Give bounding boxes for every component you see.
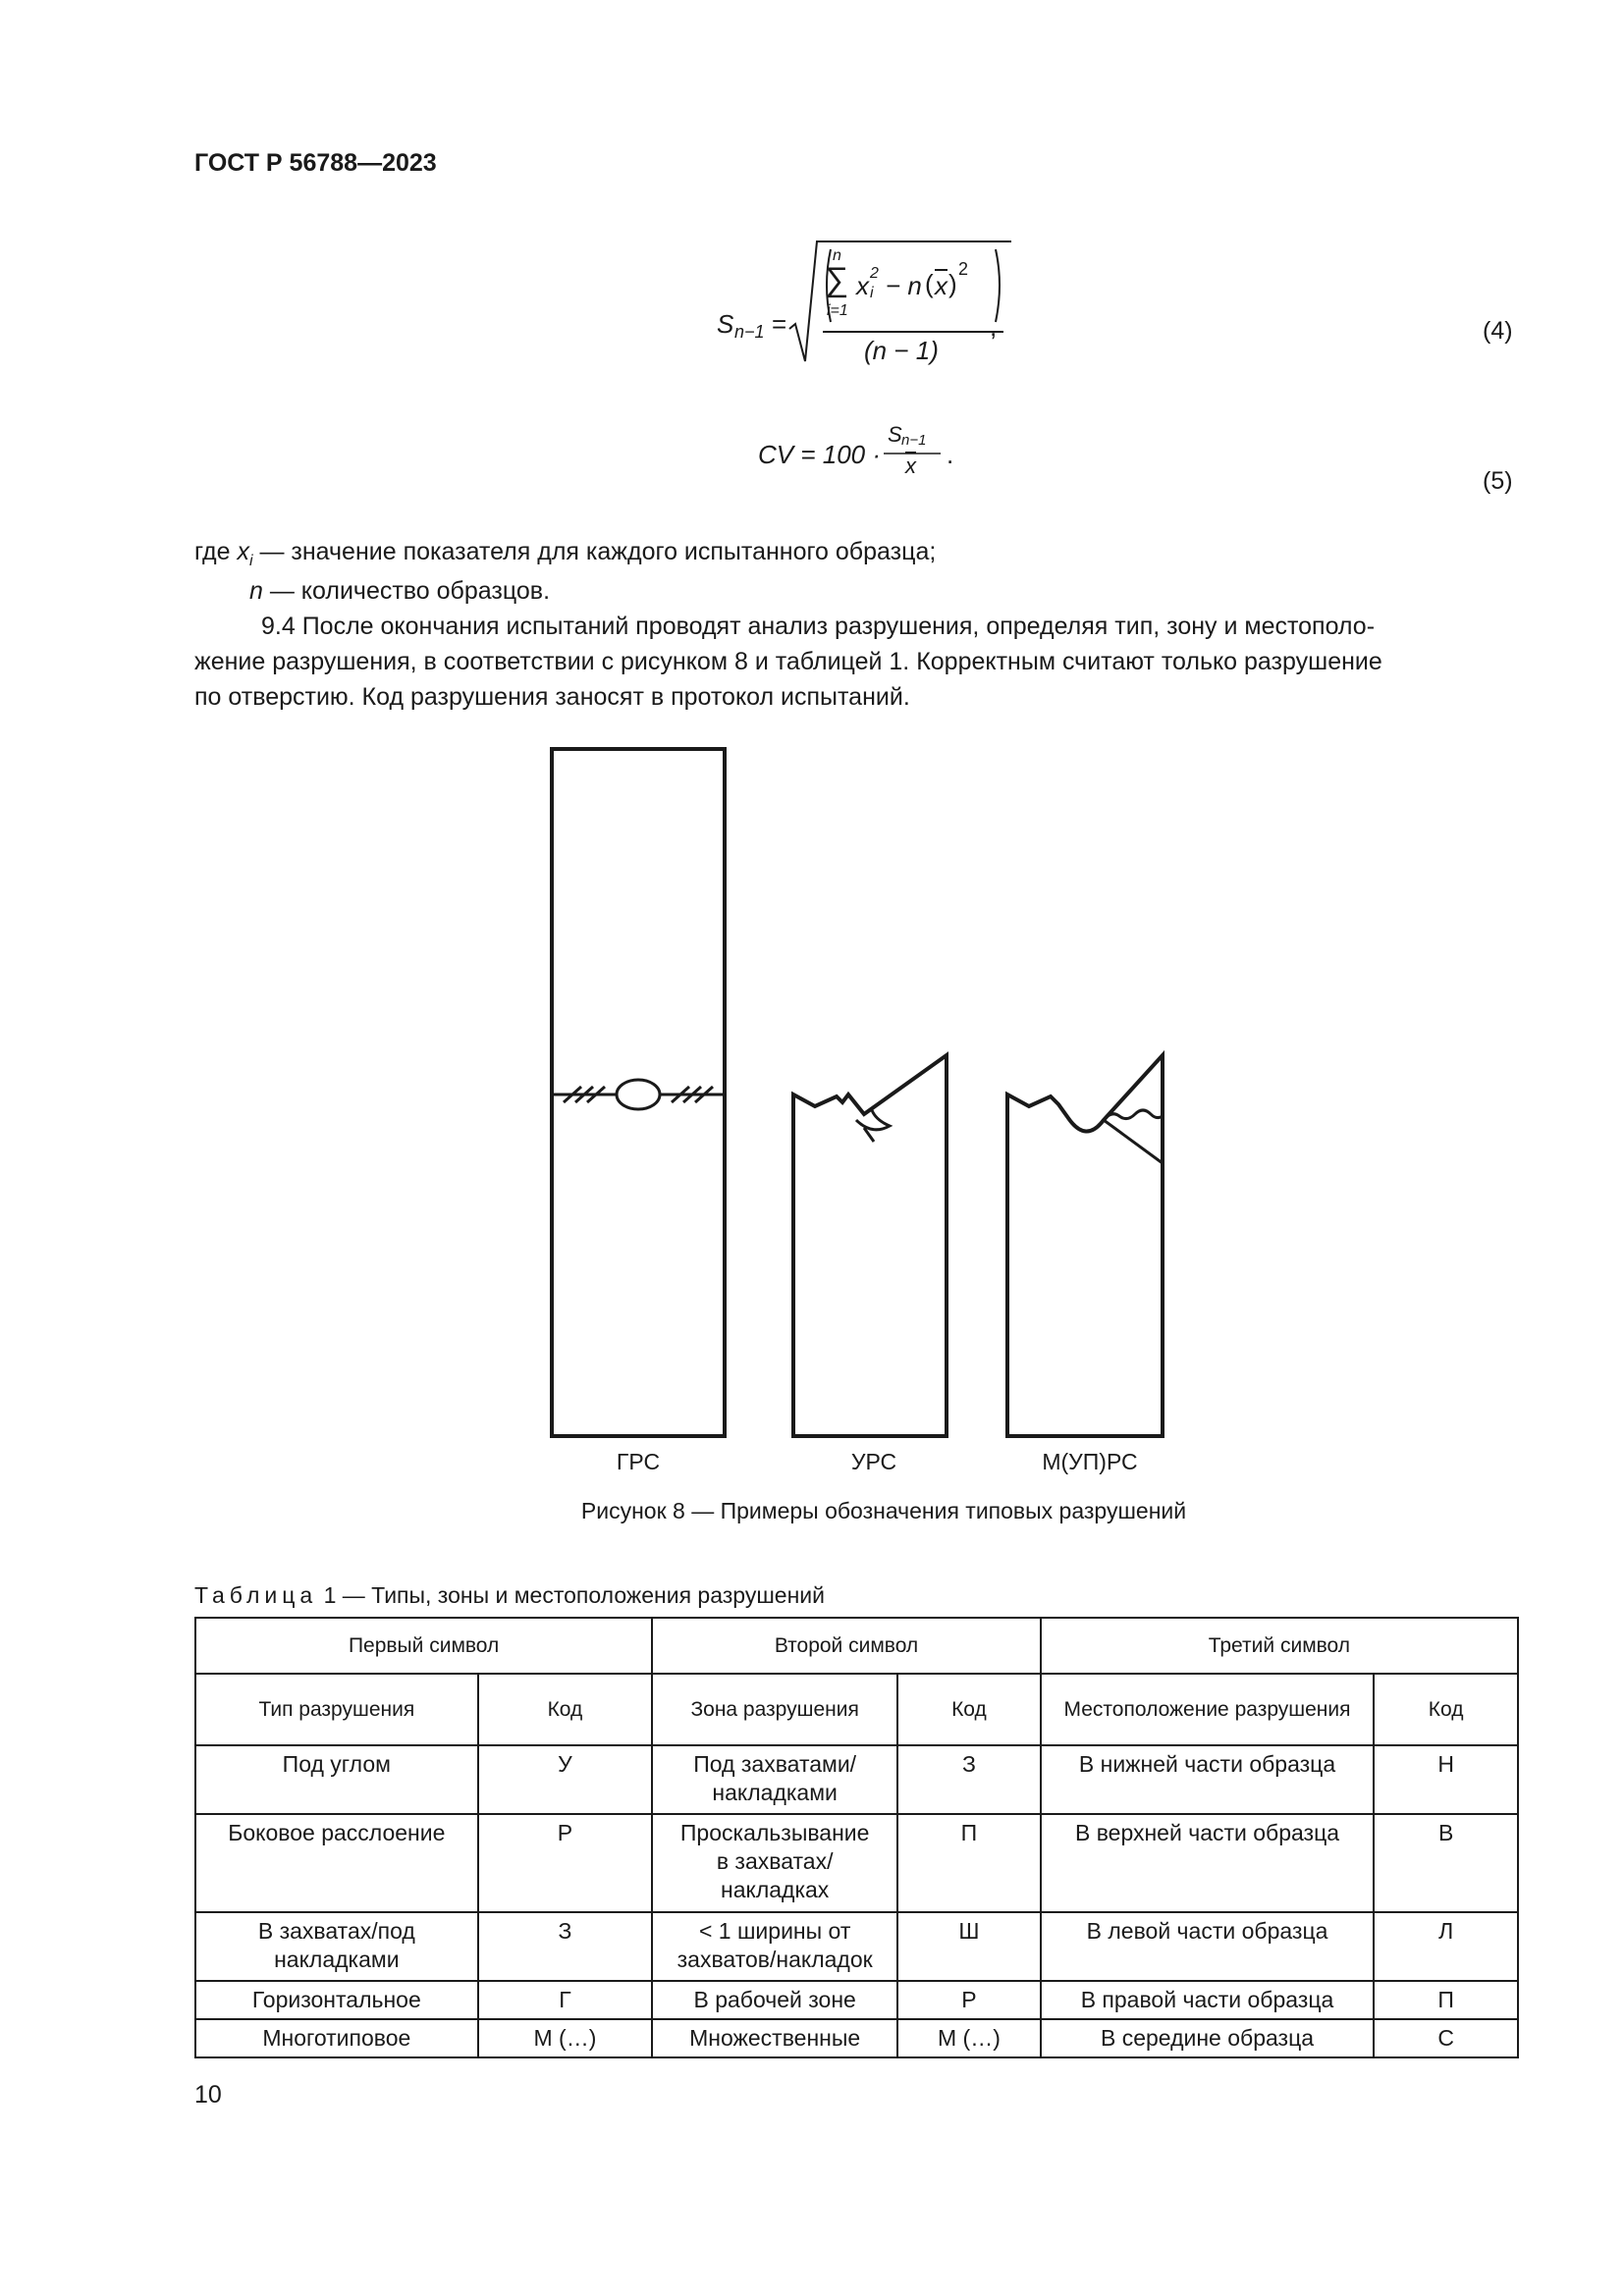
table-cell: Множественные <box>652 2019 897 2057</box>
xbar: $\overline{x}$ <box>935 271 947 300</box>
eq4-comma: , <box>990 312 998 342</box>
page-number: 10 <box>194 2081 222 2109</box>
eq4-lhs-sub: n−1 <box>734 322 765 342</box>
table-cell: < 1 ширины от захватов/накладок <box>652 1912 897 1981</box>
xbar-close-paren: ) <box>948 269 957 298</box>
xbar-open-paren: ( <box>925 269 934 298</box>
group-header-third: Третий символ <box>1041 1618 1518 1674</box>
where-var: x <box>237 538 249 565</box>
eq5-period: . <box>947 440 954 469</box>
table-cell: П <box>1374 1981 1518 2019</box>
right-paren <box>996 249 1000 322</box>
table-1 <box>194 1617 1519 2058</box>
group-header-second: Второй символ <box>652 1618 1041 1674</box>
table-row <box>195 1981 1518 2019</box>
table-caption <box>194 1582 825 1609</box>
table-caption-prefix: Таблица <box>194 1582 318 1608</box>
sum-symbol: ∑ <box>825 261 849 298</box>
outer-sup: 2 <box>958 259 969 279</box>
table-cell: П <box>897 1814 1041 1912</box>
specimen-urs <box>793 1055 947 1436</box>
table-cell: Многотиповое <box>195 2019 478 2057</box>
sub-header: Зона разрушения <box>652 1674 897 1745</box>
x-sub: i <box>870 285 874 301</box>
sub-header: Код <box>897 1674 1041 1745</box>
sum-bottom: i=1 <box>827 302 848 319</box>
specimen-grs <box>552 749 725 1436</box>
sub-header: Местоположение разрушения <box>1041 1674 1374 1745</box>
where-text: — значение показателя для каждого испытанного образца; <box>252 538 937 565</box>
table-cell: Р <box>478 1814 653 1912</box>
table-row <box>195 1814 1518 1912</box>
equation-4-number: (4) <box>1483 317 1513 345</box>
document-header: ГОСТ Р 56788—2023 <box>194 149 437 177</box>
table-cell: В левой части образца <box>1041 1912 1374 1981</box>
eq4-equals: = <box>772 309 787 339</box>
table-cell: М (…) <box>478 2019 653 2057</box>
table-sub-header-row <box>195 1674 1518 1745</box>
table-cell: Проскальзывание в захватах/ накладках <box>652 1814 897 1912</box>
table-cell: Горизонтальное <box>195 1981 478 2019</box>
table-cell: В середине образца <box>1041 2019 1374 2057</box>
table-cell: В захватах/под накладками <box>195 1912 478 1981</box>
table-cell: Под углом <box>195 1745 478 1814</box>
eq4-denominator: (n − 1) <box>864 336 939 365</box>
figure-8-drawing <box>530 731 1218 1448</box>
table-row <box>195 1912 1518 1981</box>
equation-4 <box>707 236 1001 373</box>
table-cell: Л <box>1374 1912 1518 1981</box>
hole-circle <box>617 1080 660 1109</box>
minus-n: − n <box>886 271 922 300</box>
para-9-4-line1: 9.4 После окончания испытаний проводят анализ разрушения, определяя тип, зону и местополо- <box>261 613 1376 640</box>
table-cell: В верхней части образца <box>1041 1814 1374 1912</box>
equation-5-number: (5) <box>1483 467 1513 495</box>
eq5-denominator: $\overline{x}$ <box>905 454 916 478</box>
figure-label-m-up-rs: М(УП)РС <box>1042 1449 1138 1474</box>
where-prefix: где <box>194 538 238 565</box>
figure-caption: Рисунок 8 — Примеры обозначения типовых разрушений <box>580 1498 1187 1523</box>
table-caption-text: 1 — Типы, зоны и местоположения разрушений <box>323 1582 825 1608</box>
table-cell: М (…) <box>897 2019 1041 2057</box>
table-row <box>195 2019 1518 2057</box>
table-cell: З <box>478 1912 653 1981</box>
table-cell: Боковое расслоение <box>195 1814 478 1912</box>
n-var: n <box>249 577 263 605</box>
table-cell: Ш <box>897 1912 1041 1981</box>
sum-top: n <box>833 247 841 264</box>
figure-label-grs: ГРС <box>616 1449 661 1474</box>
eq5-lhs: CV = 100 · <box>758 440 882 469</box>
eq5-numerator-sub: n−1 <box>901 432 927 449</box>
sub-header: Тип разрушения <box>195 1674 478 1745</box>
table-cell: З <box>897 1745 1041 1814</box>
eq4-lhs: S <box>717 309 734 339</box>
sub-header: Код <box>478 1674 653 1745</box>
table-row <box>195 1745 1518 1814</box>
figure-label-urs: УРС <box>850 1449 897 1474</box>
n-line <box>249 573 1516 609</box>
table-cell: Г <box>478 1981 653 2019</box>
x-var: x <box>856 271 869 300</box>
specimen-m-up-rs <box>1007 1055 1163 1436</box>
table-cell: В рабочей зоне <box>652 1981 897 2019</box>
table-cell: Под захватами/ накладками <box>652 1745 897 1814</box>
para-9-4-line3: по отверстию. Код разрушения заносят в протокол испытаний. <box>194 683 910 711</box>
eq5-numerator: S <box>888 422 902 447</box>
where-sub: i <box>248 553 253 569</box>
table-cell: В <box>1374 1814 1518 1912</box>
group-header-first: Первый символ <box>195 1618 652 1674</box>
sub-header: Код <box>1374 1674 1518 1745</box>
table-cell: Н <box>1374 1745 1518 1814</box>
table-cell: В нижней части образца <box>1041 1745 1374 1814</box>
table-cell: Р <box>897 1981 1041 2019</box>
table-group-header-row <box>195 1618 1518 1674</box>
table-cell: В правой части образца <box>1041 1981 1374 2019</box>
equation-5 <box>758 422 974 491</box>
para-9-4-line2: жение разрушения, в соответствии с рисунком 8 и таблицей 1. Корректным считают только разрушение <box>194 648 1382 675</box>
n-text: — количество образцов. <box>262 577 551 605</box>
table-cell: С <box>1374 2019 1518 2057</box>
x-sup: 2 <box>870 265 879 282</box>
table-cell: У <box>478 1745 653 1814</box>
